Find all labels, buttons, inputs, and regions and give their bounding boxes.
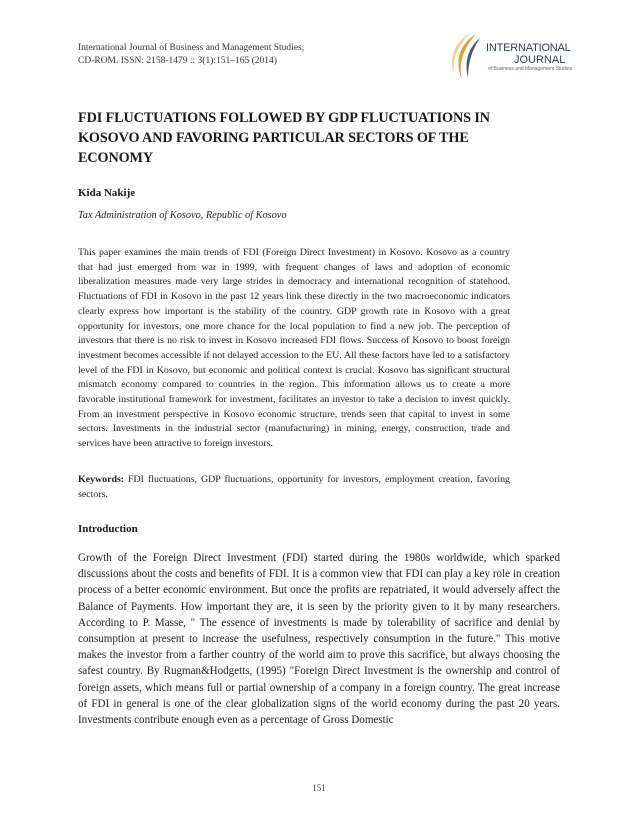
keywords-label: Keywords: bbox=[78, 474, 125, 485]
logo-line-subtitle: of Business and Management Studies bbox=[488, 66, 573, 72]
page-number: 151 bbox=[312, 783, 326, 793]
journal-name-line: International Journal of Business and Management Studies, bbox=[78, 43, 305, 53]
swoosh-logo-icon bbox=[446, 30, 486, 84]
journal-logo bbox=[446, 30, 586, 84]
abstract-paragraph: This paper examines the main trends of FDI (Foreign Direct Investment) in Kosovo. Kosovo as a country that had just emerged from war in 1999, with frequent changes of laws and adoption of economic liberalization measures made very large strides in democracy and international recognition of statehood. Fluctuations of FDI in Kosovo in the past 12 years link these directly in the two macroeconomic indicators clearly express how important is the stability of the country. GDP growth rate in Kosovo with a great opportunity for investors, one more chance for the local population to find a new job. The perception of investors that there is no risk to invest in Kosovo increased FDI flows. Success of Kosovo to boost foreign investment becomes accessible if not delayed accession to the EU. All these factors have led to a satisfactory level of the FDI in Kosovo, but economic and political context is crucial. Kosovo has significant structural mismatch economy compared to countries in the region. This information allows us to create a more favorable institutional framework for investment, facilitates an investor to take a decision to invest quickly. From an investment perspective in Kosovo economic structure, trends seen that capital to invest in some sectors. Investments in the industrial sector (manufacturing) in mining, energy, construction, trade and services have been attractive to foreign investors. bbox=[78, 247, 510, 450]
journal-issn-line: CD-ROM. ISSN: 2158-1479 :: 3(1):151–165 (2014) bbox=[78, 55, 277, 66]
keywords-text: FDI fluctuations, GDP fluctuations, opportunity for investors, employment creation, favoring sectors. bbox=[78, 474, 510, 500]
introduction-paragraph: Growth of the Foreign Direct Investment (FDI) started during the 1980s worldwide, which sparked discussions about the costs and benefits of FDI. It is a common view that FDI can play a key role in creation process of a better economic environment. But once the profits are repatriated, it would adversely affect the Balance of Payments. How important they are, it is seen by the priority given to it by many researchers. According to P. Masse, " The essence of investments is made by tolerability of sacrifice and denial by consumption at present to increase the usefulness, respectively consumption in the future." This motive makes the investor from a farther country of the world aim to prove this sacrifice, but always choosing the safest country. By Rugman&Hodgetts, (1995) "Foreign Direct Investment is the ownership and control of foreign assets, which means full or partial ownership of a company in a foreign country. The great increase of FDI in general is one of the clear globalization signs of the world economy during the past 20 years. Investments contribute enough even as a percentage of Gross Domestic bbox=[78, 552, 560, 727]
logo-line-journal: JOURNAL bbox=[514, 54, 566, 66]
journal-citation bbox=[78, 42, 408, 67]
section-heading-introduction: Introduction bbox=[78, 523, 138, 535]
logo-wordmark bbox=[486, 42, 586, 73]
logo-line-international: INTERNATIONAL bbox=[486, 42, 571, 54]
paper-title: FDI FLUCTUATIONS FOLLOWED BY GDP FLUCTUATIONS IN KOSOVO AND FAVORING PARTICULAR SECTORS OF THE ECONOMY bbox=[78, 110, 490, 166]
author-name: Kida Nakije bbox=[78, 187, 136, 199]
author-affiliation: Tax Administration of Kosovo, Republic of Kosovo bbox=[78, 210, 287, 221]
keywords-block bbox=[78, 473, 510, 502]
